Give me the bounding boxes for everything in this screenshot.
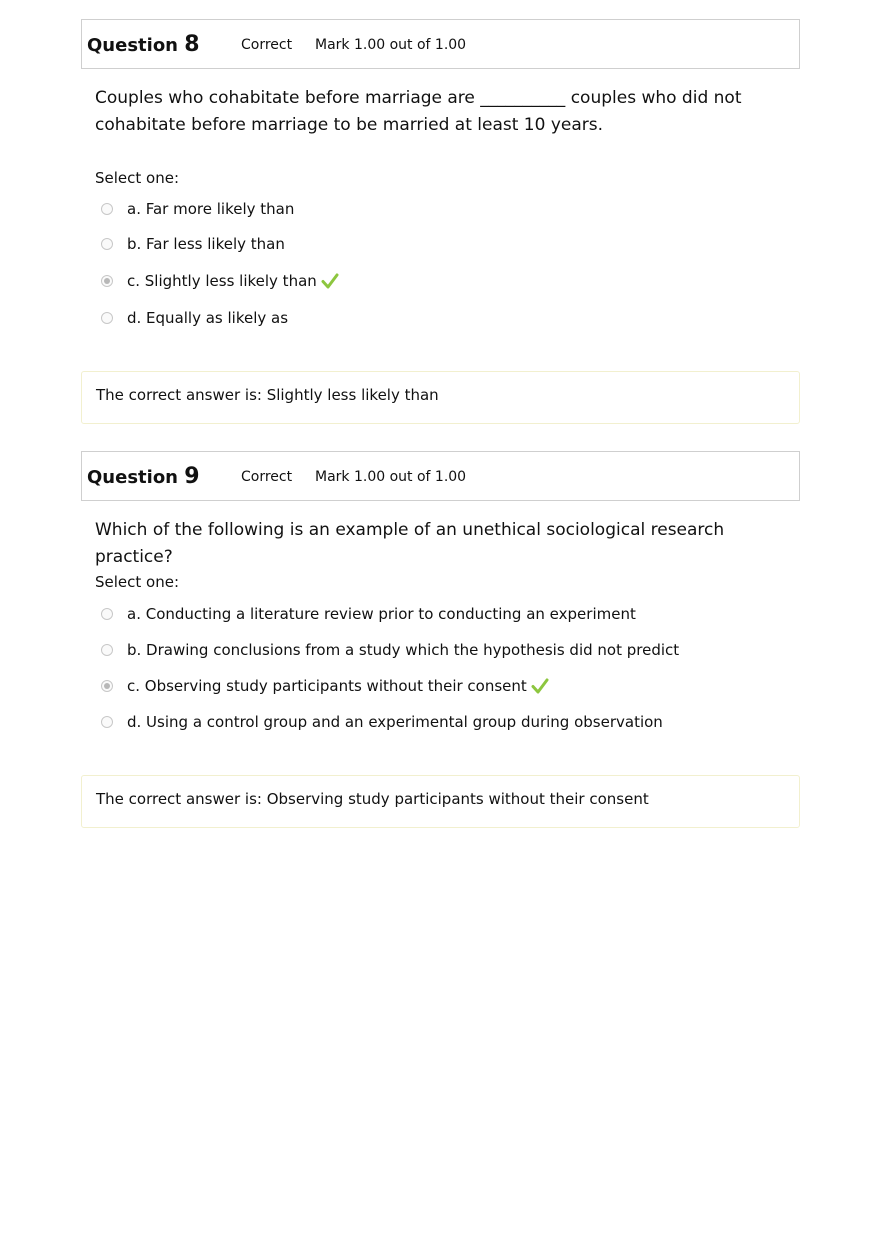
question-8 xyxy=(81,19,800,424)
check-icon xyxy=(531,677,549,695)
feedback-box xyxy=(81,775,800,828)
feedback-box xyxy=(81,371,800,424)
radio-button[interactable] xyxy=(101,203,113,215)
select-one-prompt: Select one: xyxy=(95,169,180,187)
question-text: Which of the following is an example of an unethical sociological research practice? xyxy=(95,520,725,567)
question-header xyxy=(81,451,800,501)
answer-option-a[interactable] xyxy=(101,603,636,625)
radio-button[interactable] xyxy=(101,716,113,728)
correct-answer-text: The correct answer is: Slightly less likely than xyxy=(96,386,439,404)
answer-option-a[interactable] xyxy=(101,198,294,220)
answer-option-b[interactable] xyxy=(101,639,679,661)
answer-label: a. Conducting a literature review prior to conducting an experiment xyxy=(127,605,636,623)
radio-button-selected[interactable] xyxy=(101,275,113,287)
answer-label: d. Equally as likely as xyxy=(127,309,289,327)
check-icon xyxy=(321,272,339,290)
radio-button[interactable] xyxy=(101,312,113,324)
question-title xyxy=(87,32,200,57)
answer-option-b[interactable] xyxy=(101,233,285,255)
radio-button[interactable] xyxy=(101,644,113,656)
question-number: 8 xyxy=(184,32,200,57)
question-header xyxy=(81,19,800,69)
radio-button-selected[interactable] xyxy=(101,680,113,692)
question-number: 9 xyxy=(184,464,200,489)
answer-option-d[interactable] xyxy=(101,307,288,329)
answer-label: b. Drawing conclusions from a study which the hypothesis did not predict xyxy=(127,641,680,659)
answer-label: c. Observing study participants without their consent xyxy=(127,677,527,695)
answer-label: c. Slightly less likely than xyxy=(127,272,317,290)
question-grade: Mark 1.00 out of 1.00 xyxy=(315,37,467,53)
answer-option-c[interactable] xyxy=(101,675,549,697)
question-grade: Mark 1.00 out of 1.00 xyxy=(315,469,467,485)
correct-answer-text: The correct answer is: Observing study participants without their consent xyxy=(96,790,649,808)
answer-label: b. Far less likely than xyxy=(127,235,285,253)
radio-button[interactable] xyxy=(101,238,113,250)
question-title xyxy=(87,464,200,489)
question-label: Question xyxy=(87,467,178,488)
select-one-prompt: Select one: xyxy=(95,573,180,591)
answer-label: d. Using a control group and an experimental group during observation xyxy=(127,713,663,731)
answer-label: a. Far more likely than xyxy=(127,200,295,218)
answer-option-c[interactable] xyxy=(101,270,339,292)
question-state: Correct xyxy=(241,37,293,53)
answer-option-d[interactable] xyxy=(101,711,663,733)
radio-button[interactable] xyxy=(101,608,113,620)
question-label: Question xyxy=(87,35,178,56)
question-state: Correct xyxy=(241,469,293,485)
question-text: Couples who cohabitate before marriage are __________ couples who did not cohabitate before marriage to be married at least 10 years. xyxy=(95,88,742,135)
question-9 xyxy=(81,451,800,829)
